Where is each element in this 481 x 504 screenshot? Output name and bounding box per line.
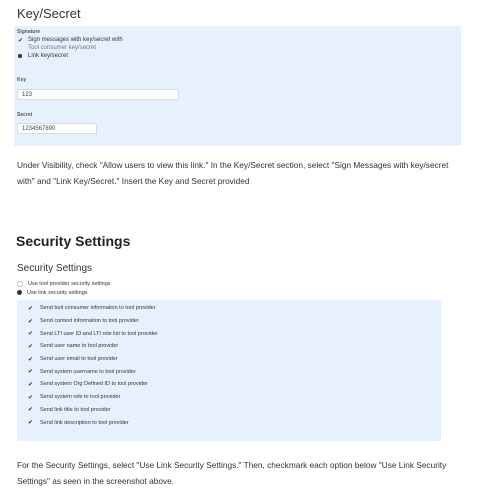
checkmark-icon: ✔ [27, 381, 34, 388]
security-option-checkbox[interactable] [27, 365, 158, 378]
sign-messages-checkbox[interactable] [17, 36, 123, 44]
checkmark-icon: ✔ [27, 394, 34, 401]
section-heading: Security Settings [16, 233, 131, 249]
radio-selected-icon [17, 290, 22, 295]
link-key-secret-radio[interactable] [17, 52, 68, 60]
link-key-secret-label: Link key/secret [28, 53, 69, 59]
security-options-list [27, 302, 158, 429]
instructions-security: For the Security Settings, select "Use Link Security Settings." Then, checkmark each option below "Use Link Security Settings" as seen in the screenshot above. [17, 460, 447, 486]
checkmark-icon: ✔ [27, 318, 34, 325]
security-settings-title: Security Settings [17, 263, 93, 274]
security-option-checkbox[interactable] [27, 378, 158, 391]
checkmark-icon: ✔ [27, 305, 34, 312]
secret-label: Secret [17, 112, 33, 118]
security-option-label: Send link title to tool provider [40, 406, 111, 413]
security-option-checkbox[interactable] [27, 416, 158, 429]
security-option-checkbox[interactable] [27, 302, 158, 315]
instructions-keysecret: Under Visibility, check "Allow users to view this link." In the Key/Secret section, select "Sign Messages with key/secret with" and "Link Key/Secret." Insert the Key and Secret provided [17, 160, 449, 186]
security-option-checkbox[interactable] [27, 315, 158, 328]
security-option-label: Send user name to tool provider [40, 343, 119, 350]
security-option-checkbox[interactable] [27, 391, 158, 404]
link-security-panel [17, 300, 441, 441]
security-option-checkbox[interactable] [27, 327, 158, 340]
security-option-label: Send user email to tool provider [40, 356, 118, 363]
security-option-label: Send system role to tool provider [40, 394, 121, 401]
secret-input[interactable]: 1234567890 [17, 123, 97, 134]
tool-provider-security-radio[interactable] [17, 279, 111, 288]
link-security-radio[interactable] [17, 288, 88, 297]
checkmark-icon: ✔ [27, 343, 34, 350]
keysecret-title: Key/Secret [17, 6, 81, 21]
checkmark-icon: ✔ [17, 37, 24, 44]
security-option-label: Send link description to tool provider [40, 419, 129, 426]
radio-unselected-icon [17, 281, 23, 287]
security-option-checkbox[interactable] [27, 404, 158, 417]
checkmark-icon: ✔ [27, 356, 34, 363]
checkmark-icon: ✔ [27, 407, 34, 414]
tool-provider-security-label: Use tool provider security settings [28, 280, 111, 287]
radio-selected-icon [18, 54, 22, 58]
security-option-checkbox[interactable] [27, 340, 158, 353]
security-option-label: Send system username to tool provider [40, 368, 136, 375]
tool-consumer-key-option[interactable] [17, 44, 96, 52]
keysecret-panel [14, 26, 461, 146]
sign-messages-label: Sign messages with key/secret with [28, 37, 123, 43]
tool-consumer-key-label: Tool consumer key/secret [28, 45, 97, 51]
security-option-label: Send context information to tool provider [40, 318, 139, 325]
signature-label: Signature [17, 29, 41, 35]
checkmark-icon: ✔ [27, 420, 34, 427]
checkmark-icon: ✔ [27, 331, 34, 338]
checkmark-icon: ✔ [27, 369, 34, 376]
key-input[interactable]: 123 [17, 89, 179, 100]
security-option-checkbox[interactable] [27, 353, 158, 366]
security-option-label: Send system Org Defined ID to tool provider [40, 381, 148, 388]
security-option-label: Send tool consumer information to tool provider [40, 305, 156, 312]
security-option-label: Send LTI user ID and LTI role list to tool provider [40, 330, 158, 337]
key-label: Key [17, 77, 27, 83]
link-security-label: Use link security settings [27, 289, 88, 296]
